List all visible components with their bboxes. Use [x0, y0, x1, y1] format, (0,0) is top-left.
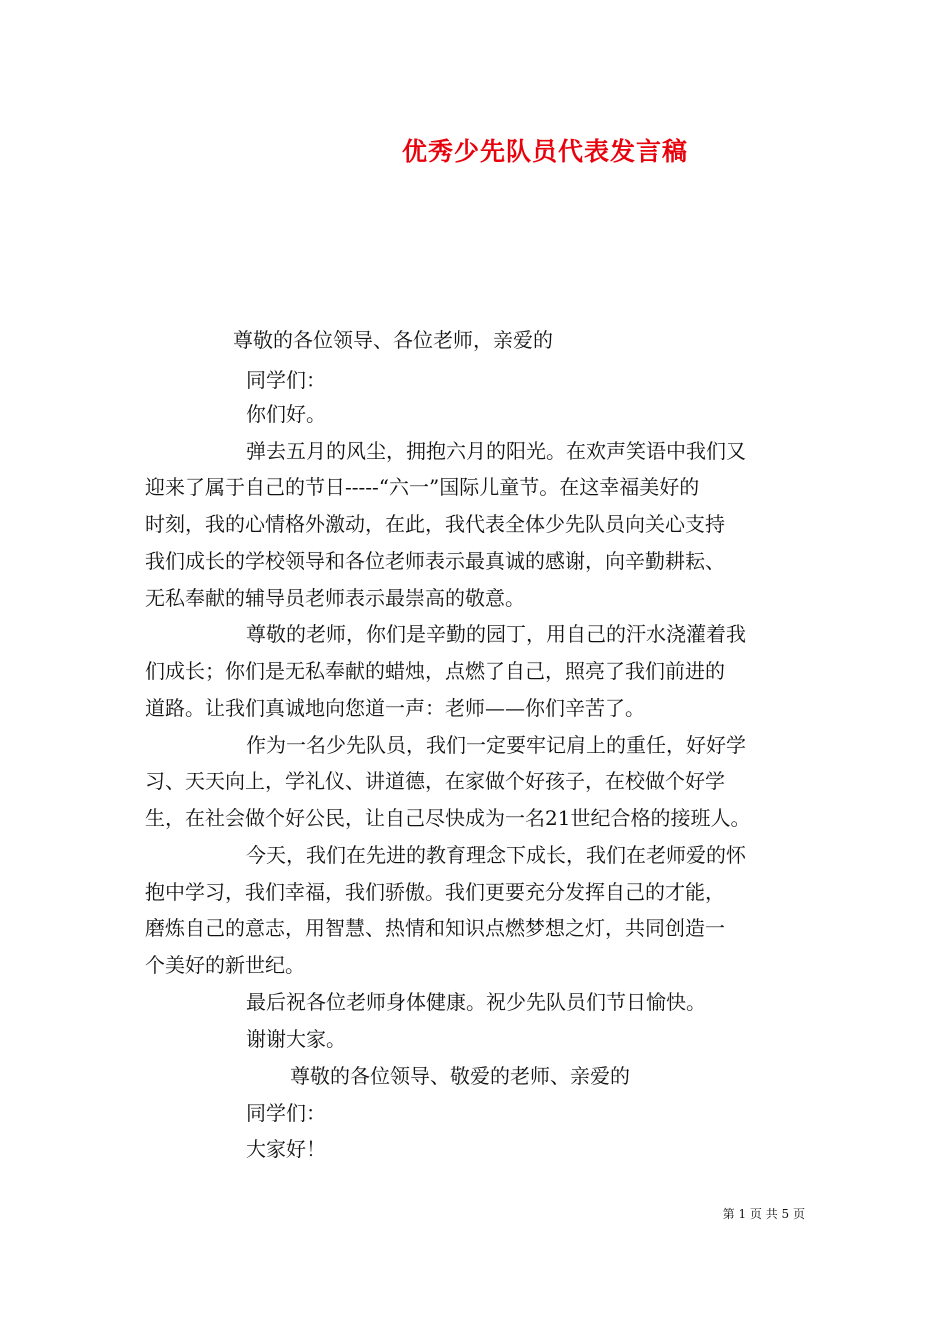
text-line: 你们好。 — [246, 402, 326, 426]
text-line: 生，在社会做个好公民，让自己尽快成为一名21世纪合格的接班人。 — [145, 806, 751, 830]
text-line: 磨炼自己的意志，用智慧、热情和知识点燃梦想之灯，共同创造一 — [145, 916, 725, 940]
text-line: 弹去五月的风尘，拥抱六月的阳光。在欢声笑语中我们又 — [246, 439, 746, 463]
text-line: 们成长；你们是无私奉献的蜡烛，点燃了自己，照亮了我们前进的 — [145, 659, 725, 683]
text-line: 大家好！ — [246, 1137, 326, 1161]
text-line: 时刻，我的心情格外激动，在此，我代表全体少先队员向关心支持 — [145, 512, 725, 536]
document-title: 优秀少先队员代表发言稿 — [401, 137, 688, 166]
text-line: 同学们： — [246, 368, 326, 392]
text-line: 我们成长的学校领导和各位老师表示最真诚的感谢，向辛勤耕耘、 — [145, 549, 725, 573]
page-number-footer: 第 1 页 共 5 页 — [722, 1207, 805, 1221]
text-line: 今天，我们在先进的教育理念下成长，我们在老师爱的怀 — [246, 843, 746, 867]
text-line: 谢谢大家。 — [246, 1027, 346, 1051]
text-line: 作为一名少先队员，我们一定要牢记肩上的重任，好好学 — [246, 733, 746, 757]
text-line: 抱中学习，我们幸福，我们骄傲。我们更要充分发挥自己的才能， — [145, 880, 725, 904]
text-line: 习、天天向上，学礼仪、讲道德，在家做个好孩子，在校做个好学 — [145, 769, 725, 793]
text-line: 同学们： — [246, 1101, 326, 1125]
text-line: 尊敬的老师，你们是辛勤的园丁，用自己的汗水浇灌着我 — [246, 622, 746, 646]
text-line: 最后祝各位老师身体健康。祝少先队员们节日愉快。 — [246, 990, 706, 1014]
text-line: 尊敬的各位领导、敬爱的老师、亲爱的 — [290, 1064, 630, 1088]
text-line: 迎来了属于自己的节日-----“六一”国际儿童节。在这幸福美好的 — [145, 475, 700, 499]
text-line: 个美好的新世纪。 — [145, 953, 305, 977]
text-line: 尊敬的各位领导、各位老师，亲爱的 — [233, 328, 553, 352]
text-line: 无私奉献的辅导员老师表示最崇高的敬意。 — [145, 586, 525, 610]
text-line: 道路。让我们真诚地向您道一声：老师——你们辛苦了。 — [145, 696, 645, 720]
